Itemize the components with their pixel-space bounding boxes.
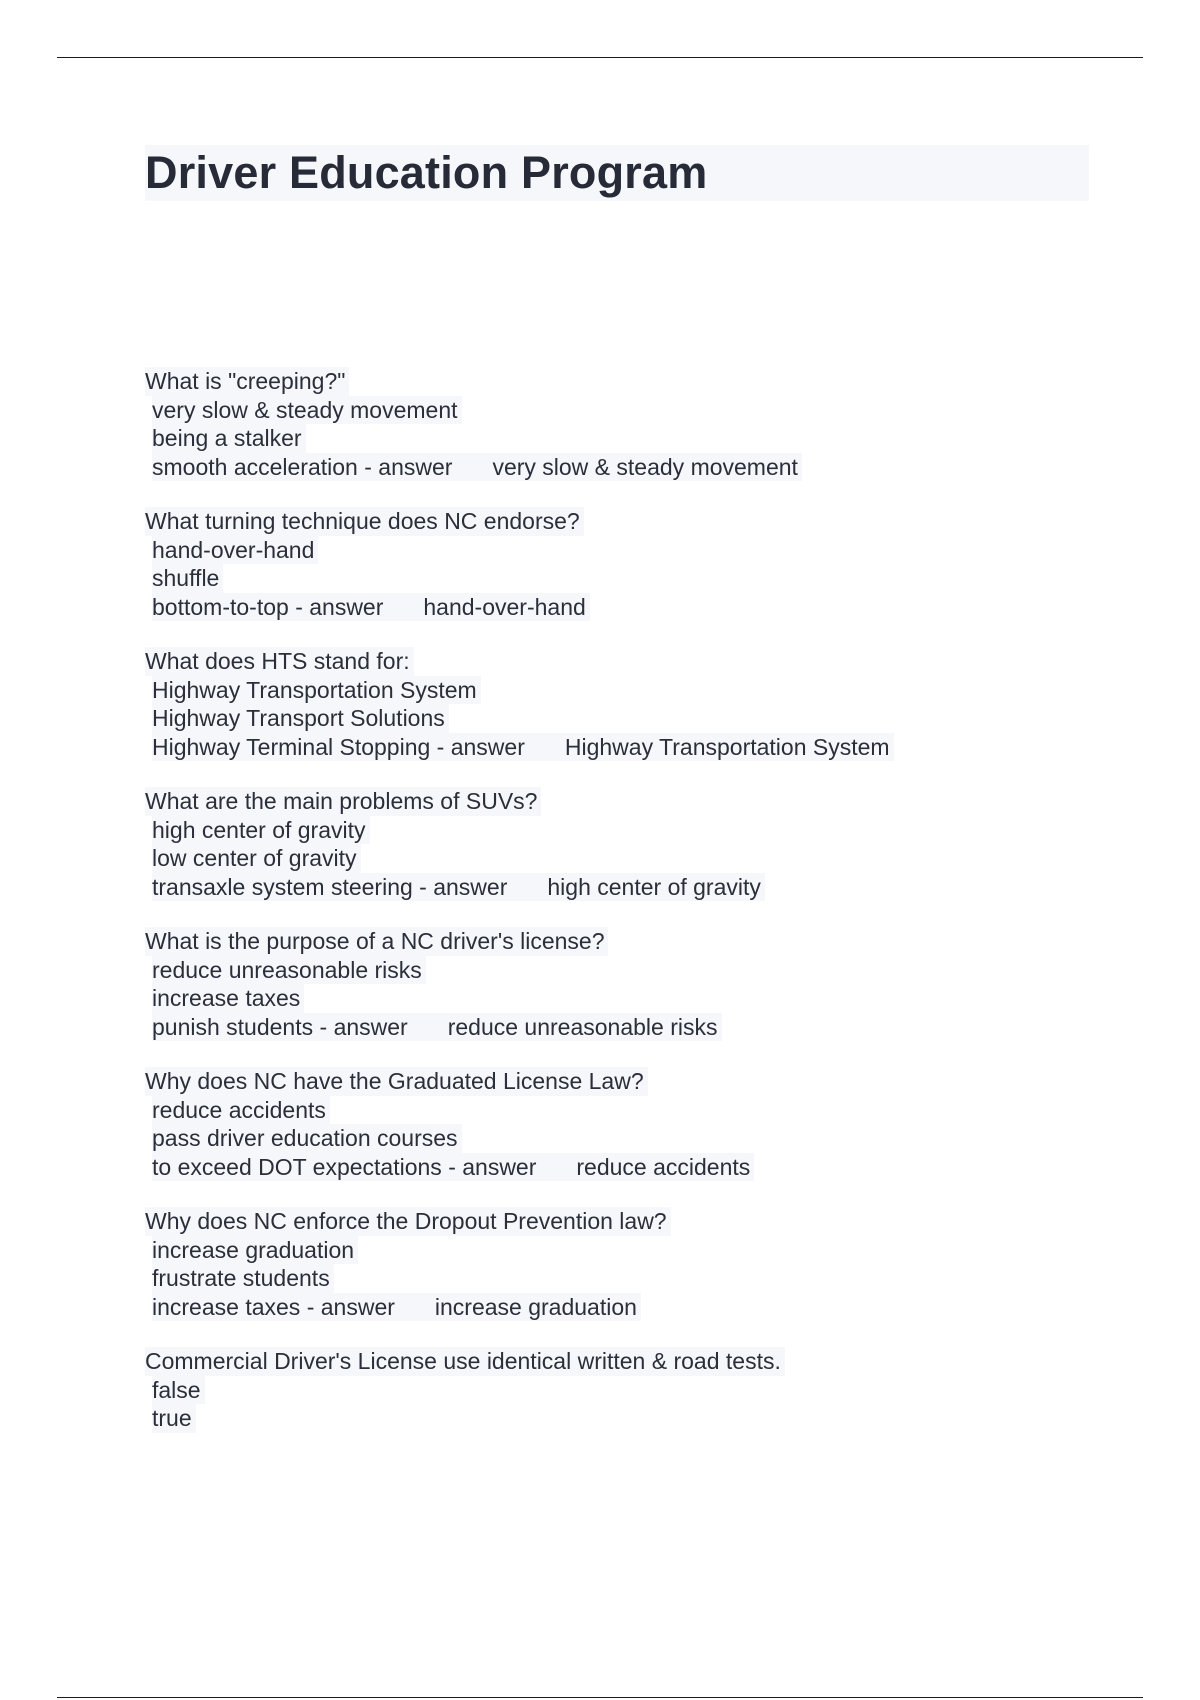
option-text: punish students bbox=[152, 1013, 314, 1040]
answer-text: increase graduation bbox=[434, 1293, 637, 1320]
option-text: false bbox=[152, 1376, 205, 1405]
question-block bbox=[145, 647, 1105, 761]
answer-marker: - answer bbox=[295, 593, 384, 620]
answer-marker: - answer bbox=[448, 1153, 537, 1180]
answer-line bbox=[152, 733, 894, 762]
answer-marker: - answer bbox=[306, 1293, 395, 1320]
answer-line bbox=[152, 593, 590, 622]
option-text: transaxle system steering bbox=[152, 873, 413, 900]
question-block bbox=[145, 787, 1105, 901]
question-block bbox=[145, 1207, 1105, 1321]
option-text: shuffle bbox=[152, 564, 223, 593]
option-text: frustrate students bbox=[152, 1264, 334, 1293]
option-text: Highway Transport Solutions bbox=[152, 704, 449, 733]
question-text: What is the purpose of a NC driver's license? bbox=[145, 927, 608, 956]
answer-marker: - answer bbox=[319, 1013, 408, 1040]
question-text: Commercial Driver's License use identical written & road tests. bbox=[145, 1347, 785, 1376]
option-text: hand-over-hand bbox=[152, 536, 318, 565]
option-text: pass driver education courses bbox=[152, 1124, 462, 1153]
answer-line bbox=[152, 1153, 754, 1182]
option-text: bottom-to-top bbox=[152, 593, 289, 620]
answer-text: Highway Transportation System bbox=[564, 733, 890, 760]
option-text: true bbox=[152, 1404, 196, 1433]
answer-line bbox=[152, 873, 765, 902]
option-text: Highway Transportation System bbox=[152, 676, 481, 705]
question-block bbox=[145, 1067, 1105, 1181]
top-rule bbox=[57, 57, 1143, 58]
answer-text: hand-over-hand bbox=[423, 593, 586, 620]
option-text: increase taxes bbox=[152, 984, 304, 1013]
answer-text: reduce accidents bbox=[576, 1153, 751, 1180]
question-block bbox=[145, 367, 1105, 481]
option-text: smooth acceleration bbox=[152, 453, 358, 480]
question-text: What turning technique does NC endorse? bbox=[145, 507, 584, 536]
answer-marker: - answer bbox=[364, 453, 453, 480]
option-text: increase graduation bbox=[152, 1236, 358, 1265]
answer-line bbox=[152, 1013, 722, 1042]
option-text: to exceed DOT expectations bbox=[152, 1153, 442, 1180]
option-text: Highway Terminal Stopping bbox=[152, 733, 431, 760]
answer-line bbox=[152, 453, 802, 482]
answer-text: reduce unreasonable risks bbox=[447, 1013, 718, 1040]
option-text: reduce unreasonable risks bbox=[152, 956, 426, 985]
answer-text: high center of gravity bbox=[547, 873, 761, 900]
answer-marker: - answer bbox=[436, 733, 525, 760]
bottom-rule bbox=[57, 1697, 1143, 1698]
answer-marker: - answer bbox=[419, 873, 508, 900]
question-text: Why does NC enforce the Dropout Prevention law? bbox=[145, 1207, 671, 1236]
option-text: very slow & steady movement bbox=[152, 396, 462, 425]
option-text: low center of gravity bbox=[152, 844, 361, 873]
question-block bbox=[145, 507, 1105, 621]
question-text: Why does NC have the Graduated License Law? bbox=[145, 1067, 648, 1096]
answer-line bbox=[152, 1293, 641, 1322]
document-title: Driver Education Program bbox=[145, 147, 708, 198]
question-block bbox=[145, 1347, 1105, 1433]
option-text: high center of gravity bbox=[152, 816, 370, 845]
question-list bbox=[145, 367, 1105, 1459]
question-text: What does HTS stand for: bbox=[145, 647, 414, 676]
option-text: increase taxes bbox=[152, 1293, 301, 1320]
question-text: What are the main problems of SUVs? bbox=[145, 787, 541, 816]
answer-text: very slow & steady movement bbox=[492, 453, 798, 480]
question-text: What is "creeping?" bbox=[145, 367, 349, 396]
question-block bbox=[145, 927, 1105, 1041]
option-text: being a stalker bbox=[152, 424, 306, 453]
option-text: reduce accidents bbox=[152, 1096, 330, 1125]
